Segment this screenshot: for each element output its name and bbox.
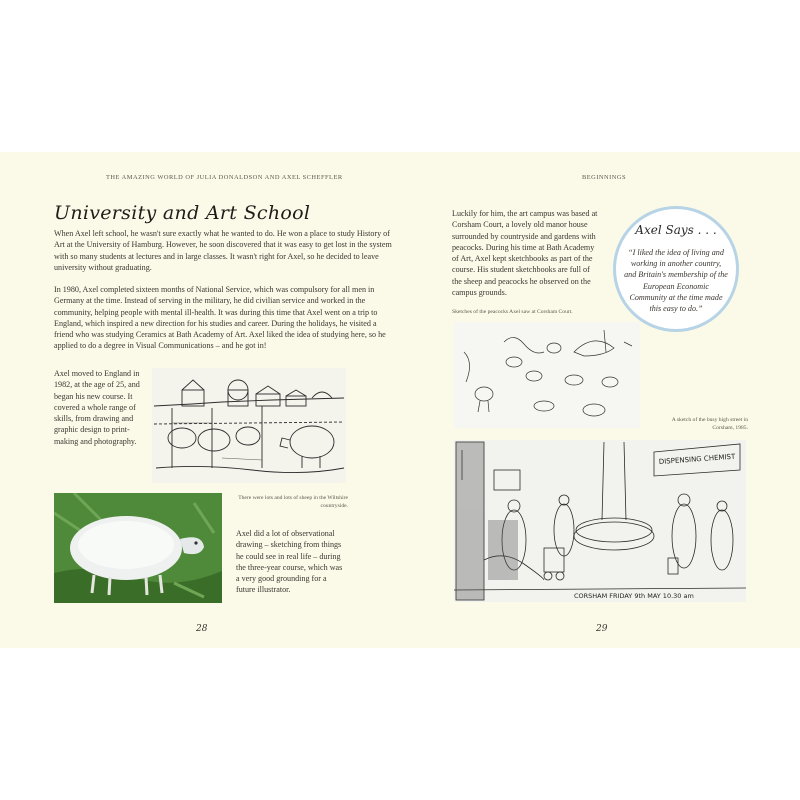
corsham-court-paragraph: Luckily for him, the art campus was based at Corsham Court, a lovely old manor house surrounded by countryside and gardens with peacocks. During his time at Bath Academy of Art, Axel kept sketchbooks as part of the course. His student sketchbooks are full of the sheep and peacocks he observed on the campus grounds.	[452, 209, 598, 298]
move-to-england-paragraph: Axel moved to England in 1982, at the age of 25, and began his new course. It covered a whole range of skills, from drawing and graphic design to print-making and photography.	[54, 369, 140, 446]
axel-says-quote: “I liked the idea of living and working in another country, and Britain's membership of the European Economic Community at the time made this easy to do.”	[624, 248, 728, 314]
peacock-sketch	[454, 322, 640, 428]
axel-says-heading: Axel Says . . .	[635, 223, 717, 237]
sheep-village-sketch	[152, 368, 346, 483]
high-street-sketch	[454, 440, 746, 602]
sketch-date-note: CORSHAM FRIDAY 9th MAY 10.30 am	[574, 592, 694, 600]
page-title: University and Art School	[54, 202, 311, 224]
high-street-caption: A sketch of the busy high street in Corsham, 1985.	[671, 417, 748, 431]
peacocks-caption: Sketches of the peacocks Axel saw at Corsham Court.	[452, 309, 573, 315]
axel-says-quote-circle	[613, 206, 739, 332]
sheep-painting	[54, 493, 222, 603]
left-page-number: 28	[196, 624, 208, 634]
left-running-header: THE AMAZING WORLD OF JULIA DONALDSON AND AXEL SCHEFFLER	[106, 174, 343, 181]
intro-paragraph: When Axel left school, he wasn't sure exactly what he wanted to do. He won a place to study History of Art at the University of Hamburg. However, he soon discovered that it was easy to get lost in the system with so many students at lectures and in large classes. It wasn't right for Axel, so he decided to leave university without graduating.	[54, 229, 392, 272]
dispensing-chemist-sign: DISPENSING CHEMIST	[658, 452, 736, 466]
national-service-paragraph: In 1980, Axel completed sixteen months of National Service, which was compulsory for all men in Germany at the time. Instead of serving in the military, he did civilian service and worked in the community, helping people with mental ill-health. It was during this time that Axel went on a trip to England, which inspired a new direction for his studies and career. During the holidays, he visited a friend who was studying Ceramics at Bath Academy of Art. Axel liked the idea of studying here, so he applied to do a degree in Visual Communications – and he got in!	[54, 285, 386, 351]
observational-drawing-paragraph: Axel did a lot of observational drawing – sketching from things he could see in real life – during the three-year course, which was a very good grounding for a future illustrator.	[236, 529, 343, 595]
sheep-sketch-caption: There were lots and lots of sheep in the Wiltshire countryside.	[238, 495, 348, 509]
right-running-header: BEGINNINGS	[582, 174, 627, 181]
right-page-number: 29	[596, 624, 608, 634]
